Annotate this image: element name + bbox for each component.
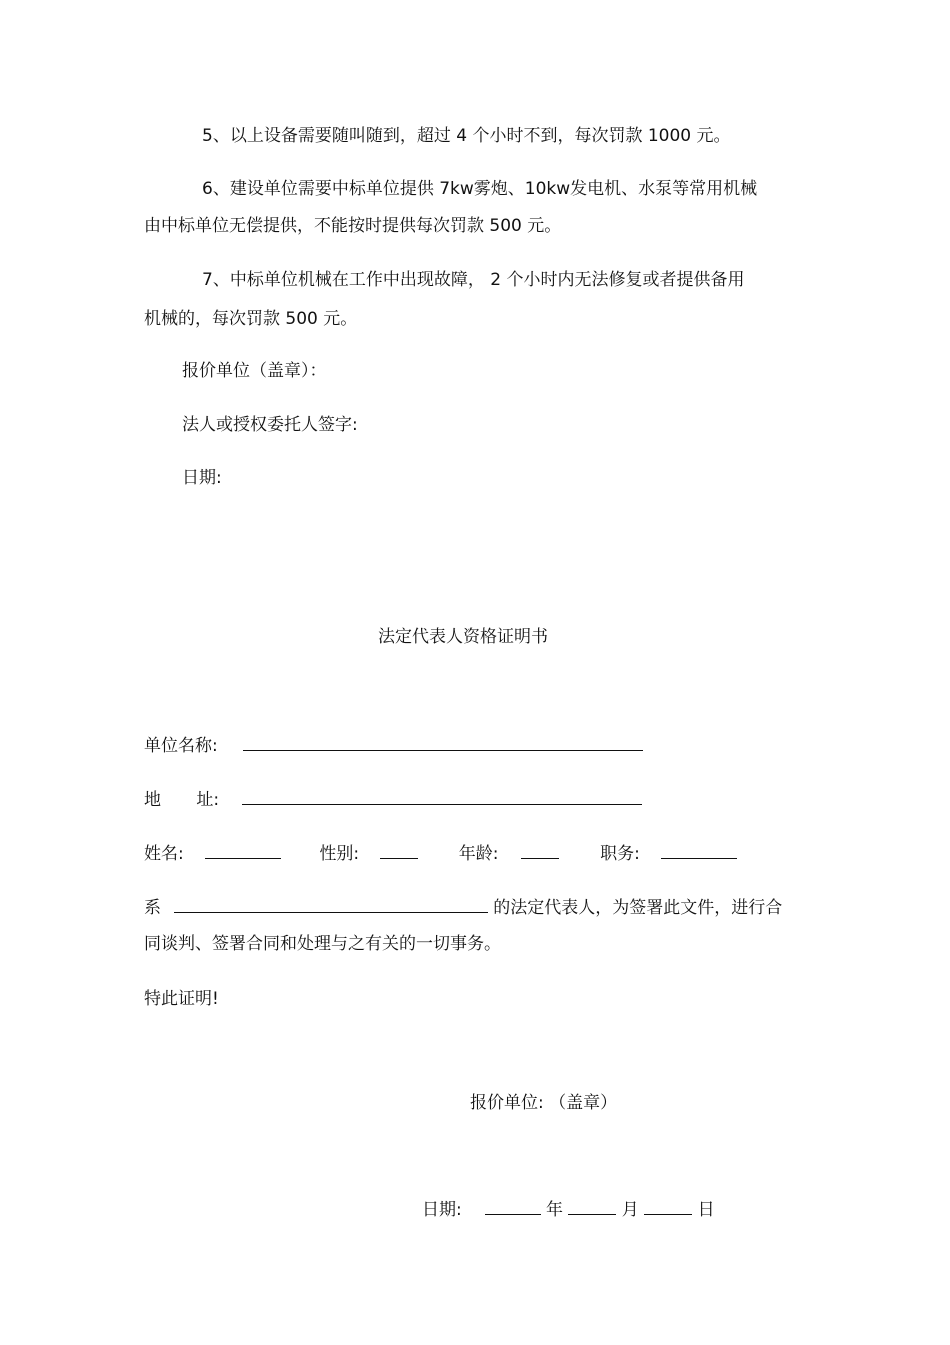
sign-date-label: 日期: <box>182 468 222 488</box>
unit-name-label: 单位名称: <box>144 736 218 756</box>
declaration-line-1 <box>144 896 782 919</box>
address-label: 地 址: <box>144 790 220 810</box>
certificate-date-label: 日期: <box>422 1200 462 1220</box>
xi-prefix: 系 <box>144 898 161 918</box>
quote-company-seal-label: 报价单位（盖章）： <box>182 361 327 381</box>
personal-info-row <box>144 842 737 865</box>
position-blank[interactable] <box>661 842 737 859</box>
gender-blank[interactable] <box>380 842 418 859</box>
declaration-line1-suffix: 的法定代表人，为签署此文件，进行合 <box>493 898 783 918</box>
age-blank[interactable] <box>521 842 559 859</box>
month-label: 月 <box>621 1200 639 1220</box>
day-blank[interactable] <box>644 1198 692 1215</box>
penalty-item-5: 5、以上设备需要随叫随到，超过 4 个小时不到，每次罚款 1000 元。 <box>202 126 731 146</box>
position-label: 职务: <box>600 844 640 864</box>
certificate-date-row <box>422 1198 715 1221</box>
penalty-item-6-line1: 6、建设单位需要中标单位提供 7kw雾炮、10kw发电机、水泵等常用机械 <box>202 179 758 199</box>
declaration-line-2: 同谈判、签署合同和处理与之有关的一切事务。 <box>144 934 501 954</box>
closing-statement: 特此证明! <box>144 989 219 1009</box>
year-blank[interactable] <box>485 1198 541 1215</box>
name-blank[interactable] <box>205 842 281 859</box>
unit-name-row <box>144 734 643 757</box>
address-row <box>144 788 642 811</box>
unit-name-blank[interactable] <box>243 734 643 751</box>
represented-unit-blank[interactable] <box>174 896 488 913</box>
name-label: 姓名: <box>144 844 184 864</box>
year-label: 年 <box>545 1200 563 1220</box>
penalty-item-7-line2: 机械的，每次罚款 500 元。 <box>144 309 358 329</box>
age-label: 年龄: <box>458 844 499 864</box>
month-blank[interactable] <box>568 1198 616 1215</box>
address-blank[interactable] <box>242 788 642 805</box>
gender-label: 性别: <box>319 844 360 864</box>
certificate-quote-unit-label: 报价单位: （盖章） <box>470 1093 618 1113</box>
penalty-item-7-line1: 7、中标单位机械在工作中出现故障， 2 个小时内无法修复或者提供备用 <box>202 270 745 290</box>
signer-label: 法人或授权委托人签字: <box>182 415 358 435</box>
penalty-item-6-line2: 由中标单位无偿提供，不能按时提供每次罚款 500 元。 <box>144 216 562 236</box>
certificate-title: 法定代表人资格证明书 <box>378 627 548 647</box>
day-label: 日 <box>697 1200 715 1220</box>
